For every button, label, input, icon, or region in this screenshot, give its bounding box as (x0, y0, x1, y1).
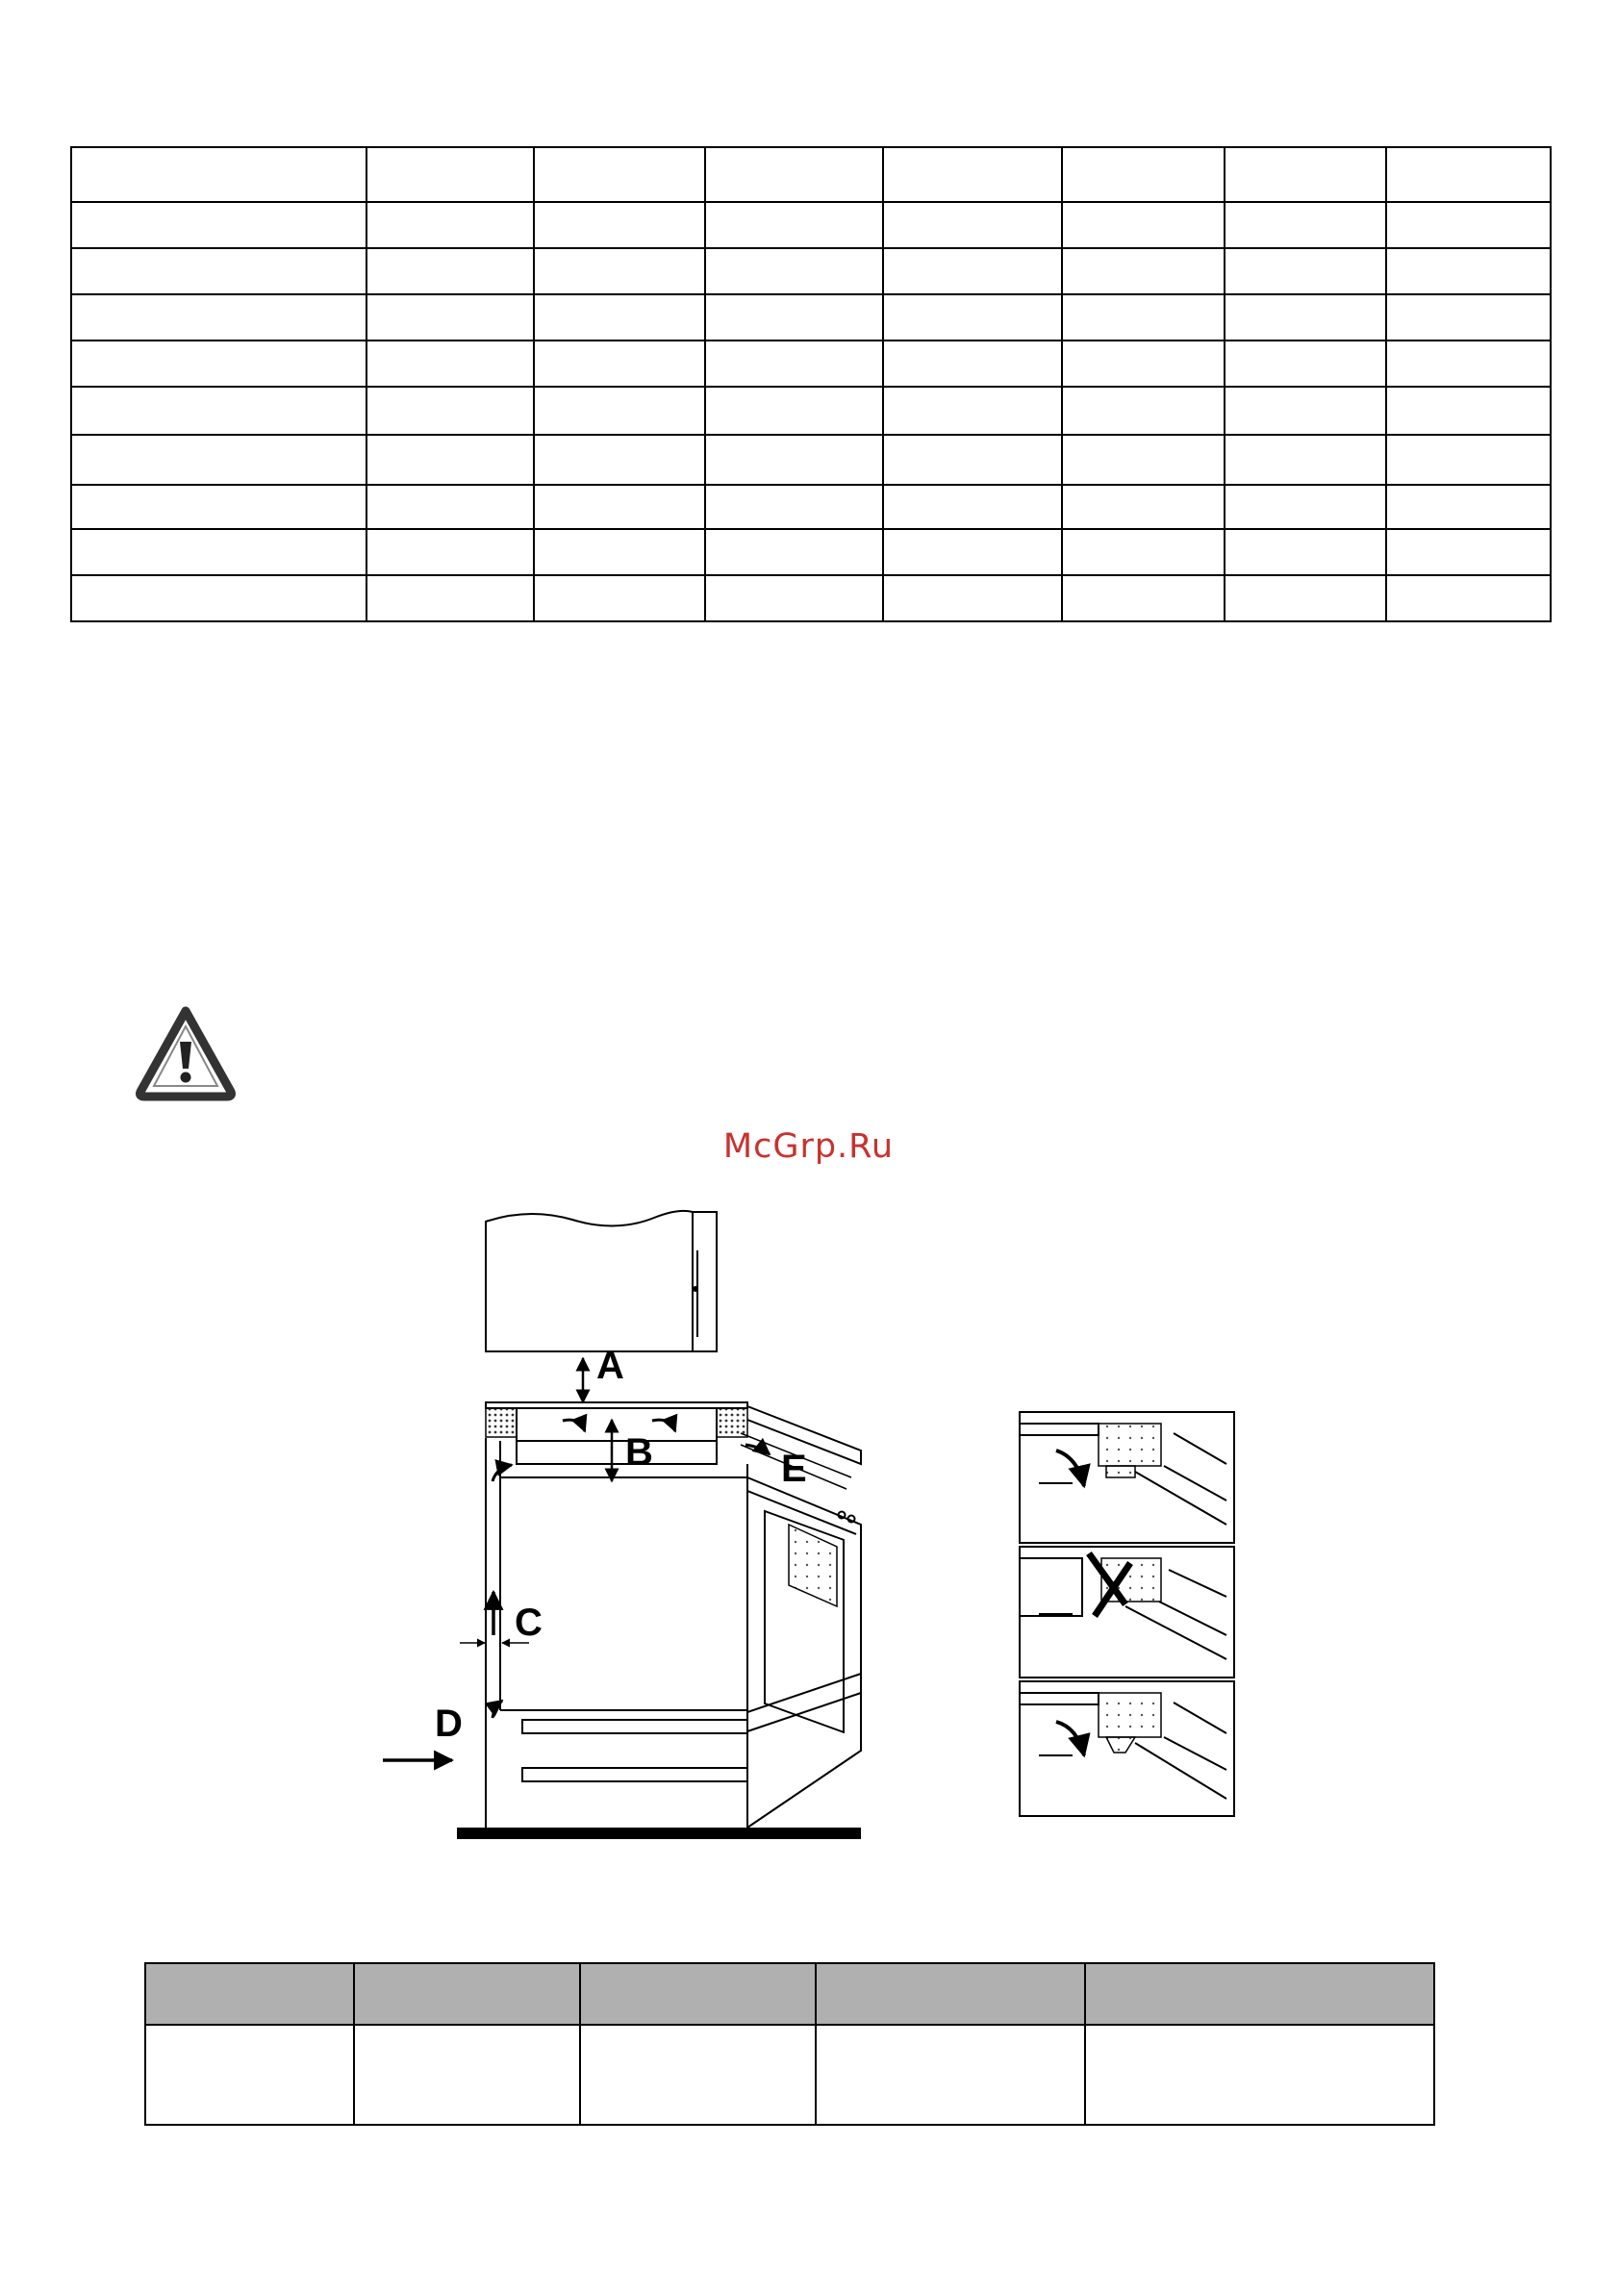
table-row (145, 2025, 1434, 2125)
detail-panel-correct-1 (1020, 1412, 1234, 1543)
table-header-row (145, 1963, 1434, 2025)
table-row (71, 202, 1551, 248)
table-row (71, 485, 1551, 529)
table-row (71, 248, 1551, 294)
table-row (71, 294, 1551, 341)
table-row (71, 575, 1551, 621)
installation-diagram (366, 1193, 1279, 1856)
watermark: McGrp.Ru (722, 1127, 895, 1166)
table-row (71, 341, 1551, 387)
warning-triangle-icon (135, 1005, 237, 1101)
wall-cabinet (486, 1211, 717, 1351)
table-row (71, 435, 1551, 485)
detail-panel-correct-2 (1020, 1681, 1234, 1816)
label-e: E (781, 1448, 807, 1490)
label-d: D (435, 1703, 463, 1745)
clearance-table (144, 1962, 1435, 2126)
table-row (71, 387, 1551, 435)
table-row (71, 529, 1551, 575)
floor (457, 1828, 861, 1839)
detail-panel-incorrect (1020, 1547, 1234, 1678)
label-a: A (596, 1345, 624, 1387)
spec-table (70, 146, 1552, 622)
label-c: C (515, 1602, 543, 1644)
label-b: B (625, 1431, 653, 1474)
table-row (71, 147, 1551, 202)
